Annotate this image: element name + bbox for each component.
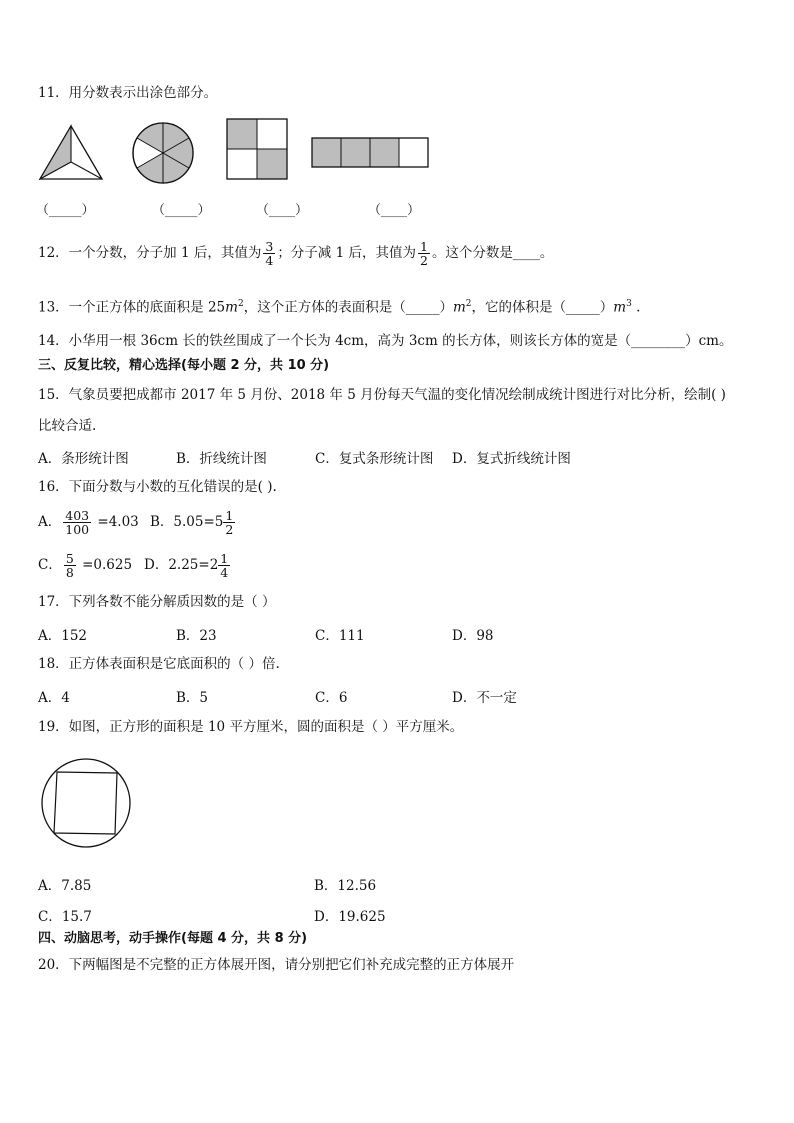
q12-part3: 。这个分数是____。 — [431, 245, 554, 261]
q12-fraction-3-4: $\frac{3}{4}$ — [265, 239, 274, 268]
q12-part2: ；分子减 1 后，其值为 — [277, 245, 416, 261]
q11-rectangle-strip-figure — [311, 137, 429, 169]
q12-text — [38, 236, 553, 270]
q11-blank-1[interactable]: （_____） — [36, 203, 95, 218]
q19-option-d[interactable]: D．19.625 — [314, 909, 386, 925]
q11-blank-2[interactable]: （_____） — [152, 203, 211, 218]
q17-option-d[interactable]: D．98 — [452, 628, 494, 644]
q16-option-d[interactable]: D．2.25=2 $\frac{1}{4}$ — [144, 551, 229, 580]
q17-option-a[interactable]: A．152 — [38, 628, 88, 644]
q17-option-c[interactable]: C．111 — [315, 628, 365, 644]
q11-circle-figure — [130, 120, 196, 186]
q15-option-c[interactable]: C．复式条形统计图 — [315, 451, 434, 467]
q19-option-c[interactable]: C．15.7 — [38, 909, 92, 925]
q19-option-a[interactable]: A．7.85 — [38, 878, 92, 894]
q15-option-b[interactable]: B．折线统计图 — [176, 451, 267, 467]
q11-text: 11．用分数表示出涂色部分。 — [38, 85, 218, 101]
q18-option-d[interactable]: D．不一定 — [452, 690, 517, 706]
q15-option-d[interactable]: D．复式折线统计图 — [452, 451, 571, 467]
section3-title: 三、反复比较，精心选择(每小题 2 分，共 10 分) — [38, 358, 330, 373]
q17-option-b[interactable]: B．23 — [176, 628, 217, 644]
q18-text: 18．正方体表面积是它底面积的（ ）倍. — [38, 656, 280, 672]
q16-option-a[interactable]: A． $\frac{403}{100}$ =4.03 — [38, 508, 139, 537]
q19-option-b[interactable]: B．12.56 — [314, 878, 377, 894]
q18-option-a[interactable]: A．4 — [38, 690, 70, 706]
q16-option-c[interactable]: C． $\frac{5}{8}$ =0.625 — [38, 551, 133, 580]
q14-text: 14．小华用一根 36cm 长的铁丝围成了一个长为 4cm，高为 3cm 的长方体，则该长方体的宽是（________）cm。 — [38, 333, 733, 349]
q11-blank-4[interactable]: （____） — [368, 203, 421, 218]
q18-option-c[interactable]: C．6 — [315, 690, 348, 706]
q15-line1: 15．气象员要把成都市 2017 年 5 月份、2018 年 5 月份每天气温的变化情况绘制成统计图进行对比分析，绘制( ) — [38, 387, 726, 403]
q15-option-a[interactable]: A．条形统计图 — [38, 451, 129, 467]
q20-text: 20．下两幅图是不完整的正方体展开图，请分别把它们补充成完整的正方体展开 — [38, 957, 515, 973]
q16-option-b[interactable]: B．5.05=5 $\frac{1}{2}$ — [150, 508, 234, 537]
q19-circle-square-figure — [40, 757, 132, 849]
q11-triangle-figure — [38, 124, 104, 182]
q12-part1: 12．一个分数，分子加 1 后，其值为 — [38, 245, 262, 261]
q11-square-grid-figure — [226, 118, 288, 180]
q16-text: 16．下面分数与小数的互化错误的是( ). — [38, 479, 277, 495]
q18-option-b[interactable]: B．5 — [176, 690, 209, 706]
q12-fraction-1-2: $\frac{1}{2}$ — [419, 239, 428, 268]
section4-title: 四、动脑思考，动手操作(每题 4 分，共 8 分) — [38, 931, 308, 946]
q15-line2: 比较合适. — [38, 418, 97, 434]
q11-blank-3[interactable]: （____） — [256, 203, 309, 218]
q19-text: 19．如图，正方形的面积是 10 平方厘米，圆的面积是（ ）平方厘米。 — [38, 719, 464, 735]
q17-text: 17．下列各数不能分解质因数的是（ ） — [38, 594, 276, 610]
q13-text: 13．一个正方体的底面积是 $25m^2$，这个正方体的表面积是$(\_\_\_\_\_)m^2$，它的体积是$(\_\_\_\_\_)m^3$ . — [38, 299, 641, 316]
